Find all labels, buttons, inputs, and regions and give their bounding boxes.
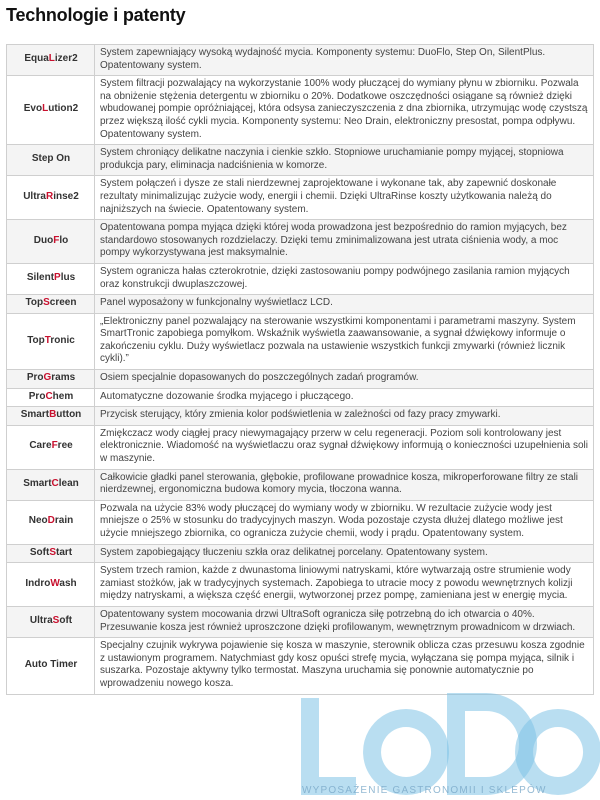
technology-name <box>7 295 95 314</box>
technology-name-part: Silent <box>26 272 55 284</box>
technology-name <box>7 606 95 637</box>
technology-name <box>7 563 95 607</box>
table-row <box>7 638 594 694</box>
table-row <box>7 76 594 145</box>
technology-name-part: Step On <box>31 153 71 165</box>
table-row <box>7 407 594 426</box>
technology-name <box>7 220 95 264</box>
technology-name <box>7 263 95 294</box>
table-row <box>7 500 594 544</box>
technology-description: Całkowicie gładki panel sterowania, głębokie, profilowane prowadnice kosza, mikroperforowane filtry ze stali nierdzewnej, ergonomiczna budowa komory mycia, tłoczona wanna. <box>95 469 594 500</box>
technology-name-part: Neo <box>28 515 48 527</box>
technology-name-part: inse2 <box>53 190 79 202</box>
technology-name <box>7 45 95 76</box>
watermark-letter-o2 <box>524 718 592 786</box>
technology-description: Opatentowany system mocowania drzwi UltraSoft ogranicza siłę potrzebną do ich otwarcia o 40%. Przesuwanie kosza jest również uproszczone dzięki profilowanym, wewnętrznym prowadnicom w drzwiach. <box>95 606 594 637</box>
technology-name-part: S <box>52 615 60 627</box>
technology-name-part: Smart <box>20 409 50 421</box>
watermark-letter-o1 <box>372 718 440 786</box>
technology-description: System trzech ramion, każde z dwunastoma liniowymi natryskami, które wytwarzają ostre strumienie wody zamiast stożków, jak w tradycyjnych systemach. Zapobiega to utracie mocy z powodu wewnętrznych kolizji między natryskami, a większa część energii, wytworzonej przez pompę, zamieniana jest w energię mycia. <box>95 563 594 607</box>
technology-description: Automatyczne dozowanie środka myjącego i płuczącego. <box>95 388 594 407</box>
table-row <box>7 45 594 76</box>
technology-description: Specjalny czujnik wykrywa pojawienie się kosza w maszynie, sterownik oblicza czas przesuwu kosza zgodnie z ustawionym programem. Natychmiast gdy kosz opuści strefę mycia, wyłączana się pompa myjąca, silnik i suszarka. Pozostaje aktywny tylko termostat. Maszyna uruchamia się ponownie automatycznie po wprowadzeniu nowego kosza. <box>95 638 594 694</box>
page-title: Technologie i patenty <box>6 5 186 25</box>
technology-name <box>7 76 95 145</box>
table-row <box>7 425 594 469</box>
technology-name-part: oft <box>59 615 73 627</box>
technology-name-part: Ultra <box>23 190 46 202</box>
technology-name-part: rain <box>54 515 74 527</box>
watermark-logo <box>296 690 600 800</box>
technology-name-part: lo <box>59 234 69 246</box>
technology-name-part: izer2 <box>54 53 78 65</box>
technology-name-part: utton <box>56 409 82 421</box>
technology-name-part: Indro <box>25 577 51 589</box>
technology-name-part: R <box>45 190 54 202</box>
technology-name-part: C <box>51 477 59 489</box>
technology-name <box>7 425 95 469</box>
table-row <box>7 220 594 264</box>
table-row <box>7 469 594 500</box>
technology-name-part: Duo <box>33 234 54 246</box>
technology-description: Zmiękczacz wody ciągłej pracy niewymagający przerw w celu regeneracji. Poziom soli kontrolowany jest elektronicznie. Wiadomość na wyświetlaczu oraz sygnał dźwiękowy informują o konieczności uzupełnienia soli w maszynie. <box>95 425 594 469</box>
technology-description: Przycisk sterujący, który zmienia kolor podświetlenia w zależności od fazy pracy zmywarki. <box>95 407 594 426</box>
technology-description: Opatentowana pompa myjąca dzięki której woda prowadzona jest bezpośrednio do ramion myjących, bez standardowo stosowanych rozdzielaczy. Dzięki temu zminimalizowana jest utrata ciśnienia wody, a moc pompy wykorzystywana jest maksymalnie. <box>95 220 594 264</box>
technology-name-part: F <box>53 234 60 246</box>
table-row <box>7 176 594 220</box>
technology-name-part: Smart <box>23 477 52 489</box>
technology-description: Pozwala na użycie 83% wody płuczącej do wymiany wody w zbiorniku. W rezultacie zużycie wody jest mniejsze o 25% w stosunku do tradycyjnych maszyn. Woda pozostaje czysta dłużej dlatego możliwe jest użycie mniejszego zbiornika, co ogranicza zużycie chemii, wody i prądu. Opatentowany system. <box>95 500 594 544</box>
table-row <box>7 295 594 314</box>
technology-name-part: ution2 <box>48 103 79 115</box>
technology-name-part: hem <box>52 390 74 402</box>
technology-name-part: ree <box>57 440 73 452</box>
technology-name-part: lean <box>58 477 79 489</box>
table-row <box>7 563 594 607</box>
technology-name <box>7 407 95 426</box>
technology-name-part: tart <box>56 546 73 558</box>
technology-name-part: Ultra <box>29 615 53 627</box>
technology-name-part: W <box>50 577 60 589</box>
technology-name <box>7 544 95 563</box>
technology-name-part: Pro <box>28 390 46 402</box>
technology-name-part: S <box>49 546 56 558</box>
technology-name-part: Evo <box>23 103 43 115</box>
table-row <box>7 263 594 294</box>
watermark-letter-d <box>456 702 528 786</box>
technology-description: System zapewniający wysoką wydajność mycia. Komponenty systemu: DuoFlo, Step On, SilentPlus. Opatentowany system. <box>95 45 594 76</box>
watermark-letter-l <box>310 698 356 786</box>
technology-description: „Elektroniczny panel pozwalający na sterowanie wszystkimi komponentami i parametrami maszyny. System SmartTronic zapobiega pomyłkom. Wskaźnik wyświetla zaawansowanie, a sygnał dźwiękowy informuje o zakończeniu cyklu. Duży wyświetlacz pozwala na ustawienie wszystkich funkcji zmywarki (również licznik cykli).” <box>95 313 594 369</box>
technology-name-part: rams <box>51 372 76 384</box>
technology-description: System połączeń i dysze ze stali nierdzewnej zaprojektowane i wykonane tak, aby zapewnić doskonałe rezultaty minimalizując zużycie wody, energii i chemii. Dzięki UltraRinse koszty użytkowania należą do najniższych na świecie. Opatentowany system. <box>95 176 594 220</box>
technology-name-part: Care <box>29 440 52 452</box>
technology-name <box>7 469 95 500</box>
technology-description: System filtracji pozwalający na wykorzystanie 100% wody płuczącej do wymiany płynu w zbiorniku. Pozwala na obniżenie stężenia detergentu w zbiorniku o 20%. Dodatkowe oszczędności osiągane są również dzięki wbudowanej pompie opróżniającej, która odsysa zanieczyszczenia z dna zbiornika, utrzymując wodę czystszą przez większą ilość cykli mycia. Komponenty systemu: Neo Drain, elektroniczny presostat, pompa odpływu. Opatentowany system. <box>95 76 594 145</box>
watermark-tagline: WYPOSAŻENIE GASTRONOMII I SKLEPÓW <box>302 785 547 796</box>
technology-description: System ogranicza hałas czterokrotnie, dzięki zastosowaniu pompy podwójnego zasilania ramion myjących oraz konstrukcji dwuplaszczowej. <box>95 263 594 294</box>
technology-name-part: B <box>49 409 57 421</box>
technology-name <box>7 370 95 389</box>
technology-name-part: T <box>44 334 51 346</box>
table-row <box>7 145 594 176</box>
technology-name <box>7 145 95 176</box>
table-row <box>7 388 594 407</box>
technology-name-part: Auto Timer <box>24 659 78 671</box>
table-row <box>7 606 594 637</box>
technology-name-part: Top <box>25 297 44 309</box>
technology-name-part: lus <box>60 272 76 284</box>
technology-description: Osiem specjalnie dopasowanych do poszczególnych zadań programów. <box>95 370 594 389</box>
technology-name <box>7 638 95 694</box>
technology-name-part: ronic <box>50 334 75 346</box>
technology-name-part: L <box>42 103 49 115</box>
table-row <box>7 370 594 389</box>
technology-name-part: C <box>45 390 53 402</box>
technology-name <box>7 176 95 220</box>
technology-table <box>6 44 594 695</box>
table-row <box>7 544 594 563</box>
technology-name-part: F <box>51 440 58 452</box>
technology-description: Panel wyposażony w funkcjonalny wyświetlacz LCD. <box>95 295 594 314</box>
technology-name <box>7 313 95 369</box>
technology-name <box>7 500 95 544</box>
technology-name-part: Equa <box>24 53 49 65</box>
technology-description: System chroniący delikatne naczynia i cienkie szkło. Stopniowe uruchamianie pompy myjącej, stopniowa produkcja pary, eliminacja nadciśnienia w komorze. <box>95 145 594 176</box>
technology-name-part: creen <box>49 297 77 309</box>
technology-name-part: ash <box>59 577 77 589</box>
technology-name-part: S <box>43 297 50 309</box>
technology-name-part: D <box>47 515 55 527</box>
technology-description: System zapobiegający tłuczeniu szkła oraz delikatnej porcelany. Opatentowany system. <box>95 544 594 563</box>
technology-name-part: Soft <box>29 546 50 558</box>
table-row <box>7 313 594 369</box>
technology-name-part: Top <box>27 334 45 346</box>
technology-name-part: P <box>54 272 61 284</box>
technology-name-part: Pro <box>26 372 44 384</box>
technology-name <box>7 388 95 407</box>
technology-name-part: L <box>48 53 55 65</box>
technology-name-part: G <box>43 372 52 384</box>
